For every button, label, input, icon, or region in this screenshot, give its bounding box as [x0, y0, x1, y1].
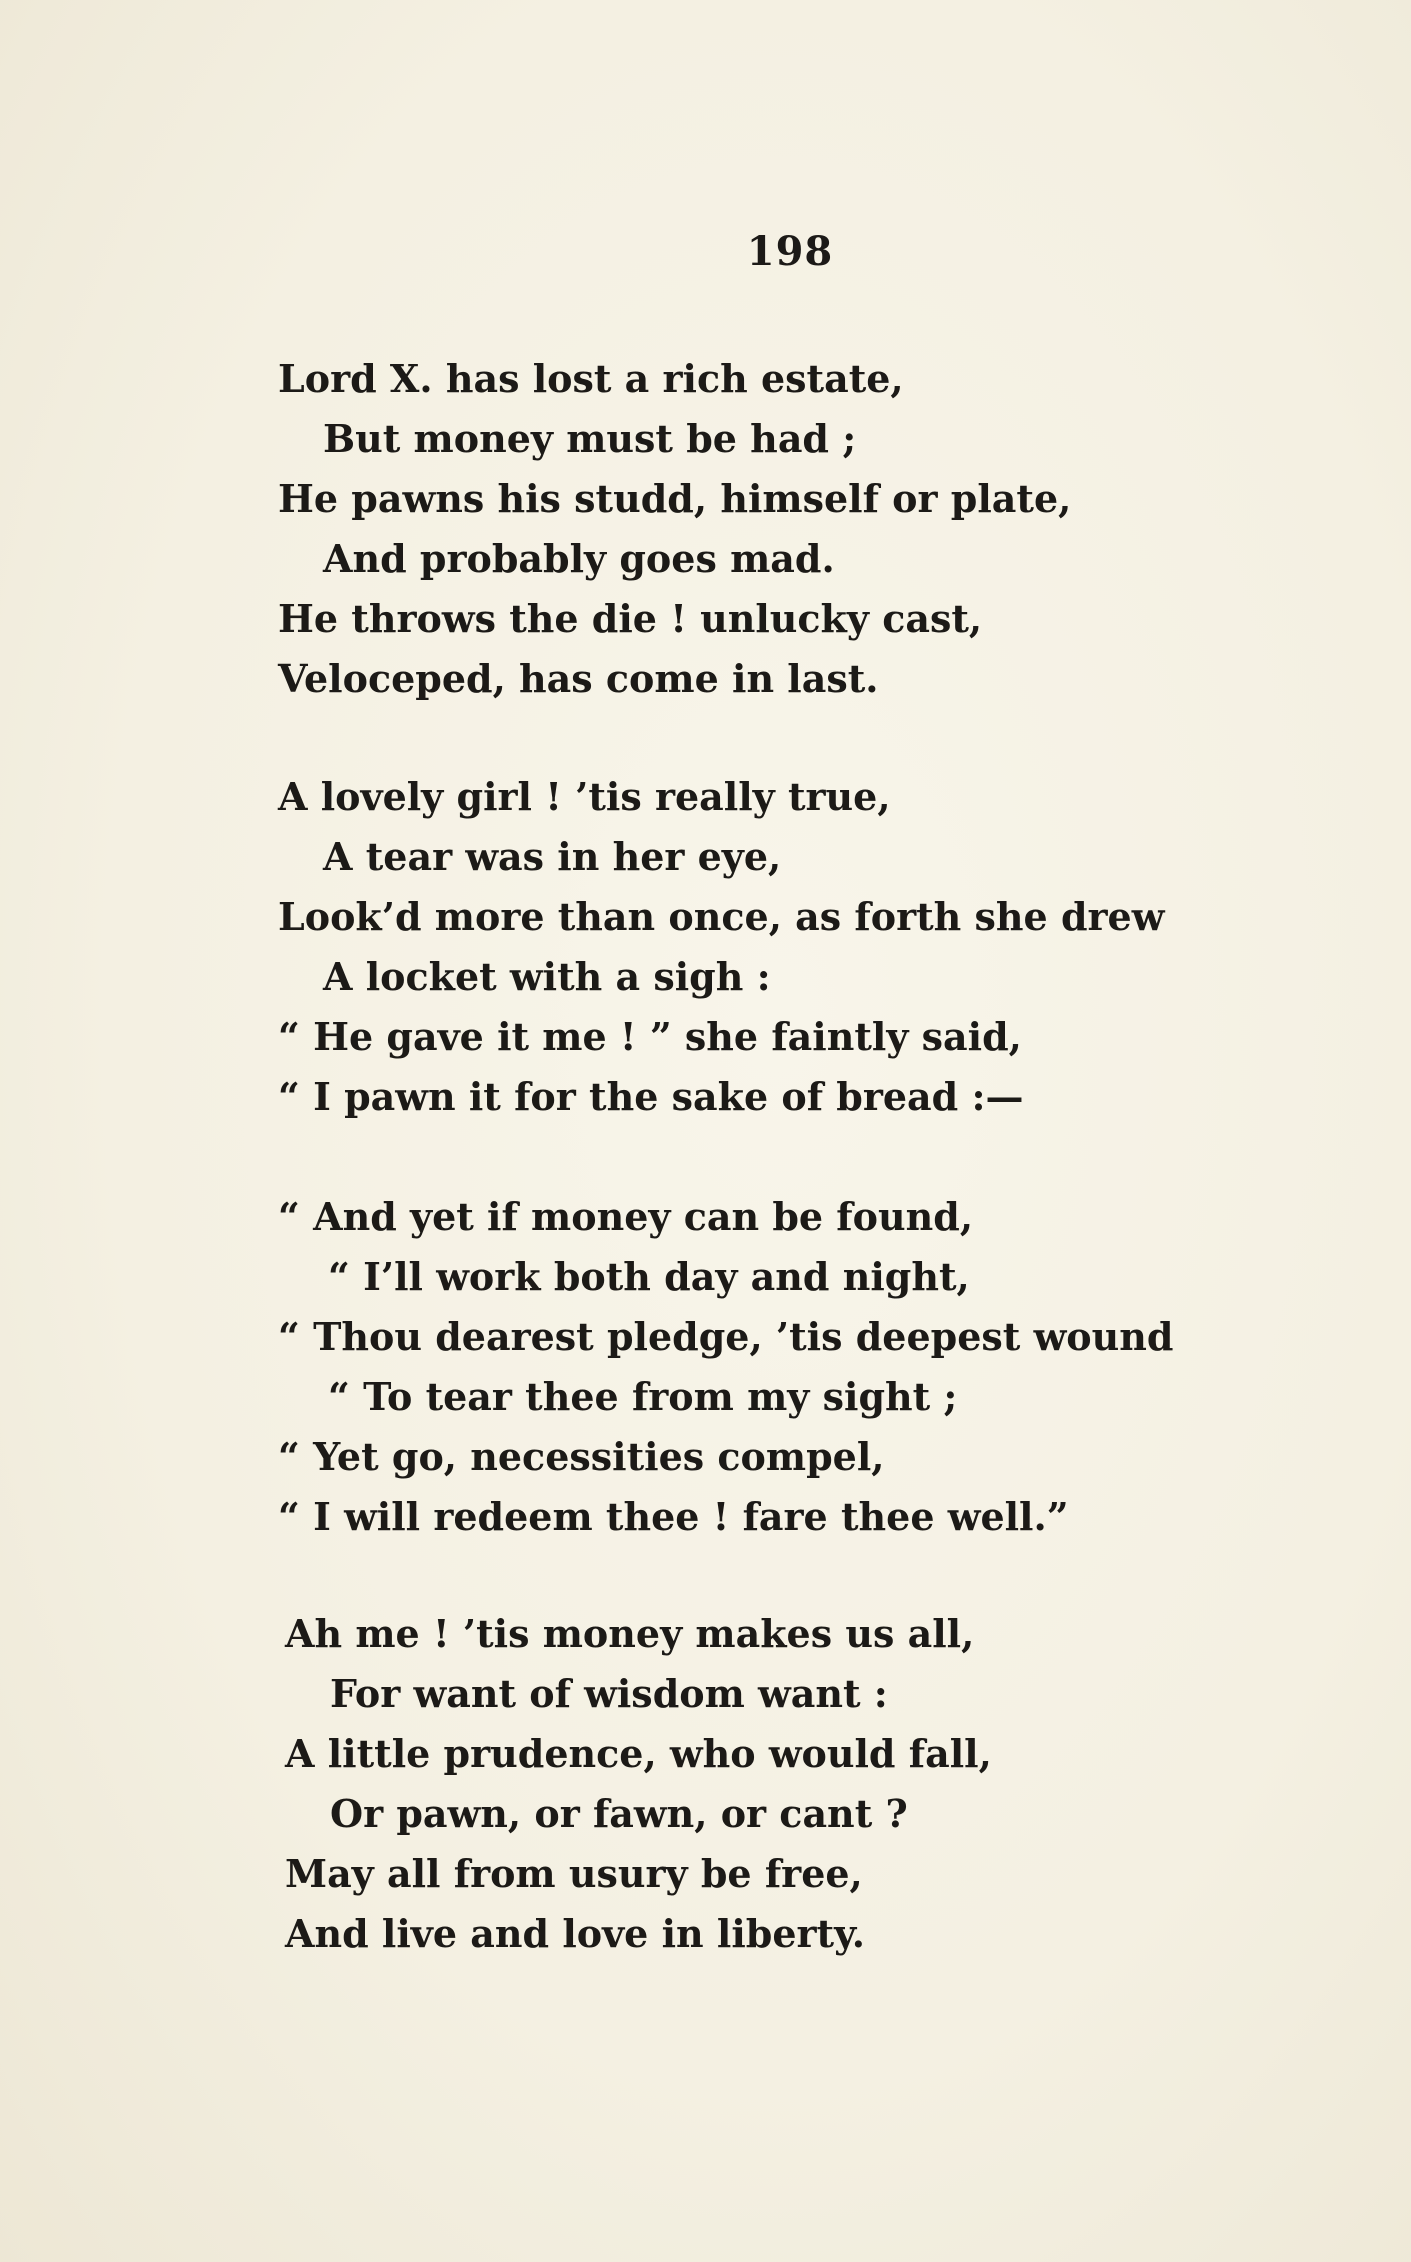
verse-line: For want of wisdom want : — [330, 1671, 888, 1716]
verse-line: “ He gave it me ! ” she faintly said, — [278, 1014, 1022, 1059]
verse-line: A tear was in her eye, — [323, 834, 782, 879]
verse-line: Or pawn, or fawn, or cant ? — [330, 1791, 908, 1836]
verse-line: “ I will redeem thee ! fare thee well.” — [278, 1494, 1069, 1539]
verse-line: May all from usury be free, — [285, 1851, 863, 1896]
verse-line: But money must be had ; — [323, 416, 857, 461]
verse-line: “ I’ll work both day and night, — [328, 1254, 970, 1299]
verse-line: And probably goes mad. — [323, 536, 835, 581]
verse-line: “ I pawn it for the sake of bread :— — [278, 1074, 1024, 1119]
verse-line: “ Thou dearest pledge, ’tis deepest wound — [278, 1314, 1174, 1359]
page-number: 198 — [746, 228, 834, 275]
verse-line: Look’d more than once, as forth she drew — [278, 894, 1165, 939]
verse-line: A lovely girl ! ’tis really true, — [278, 774, 891, 819]
verse-line: He pawns his studd, himself or plate, — [278, 476, 1072, 521]
verse-line: And live and love in liberty. — [285, 1911, 866, 1956]
verse-line: A little prudence, who would fall, — [285, 1731, 992, 1776]
verse-line: He throws the die ! unlucky cast, — [278, 596, 983, 641]
verse-line: A locket with a sigh : — [323, 954, 771, 999]
verse-line: “ To tear thee from my sight ; — [328, 1374, 958, 1419]
verse-line: “ Yet go, necessities compel, — [278, 1434, 885, 1479]
verse-line: Ah me ! ’tis money makes us all, — [285, 1611, 975, 1656]
verse-line: “ And yet if money can be found, — [278, 1194, 974, 1239]
verse-line: Lord X. has lost a rich estate, — [278, 356, 904, 401]
verse-line: Veloceped, has come in last. — [278, 656, 879, 701]
